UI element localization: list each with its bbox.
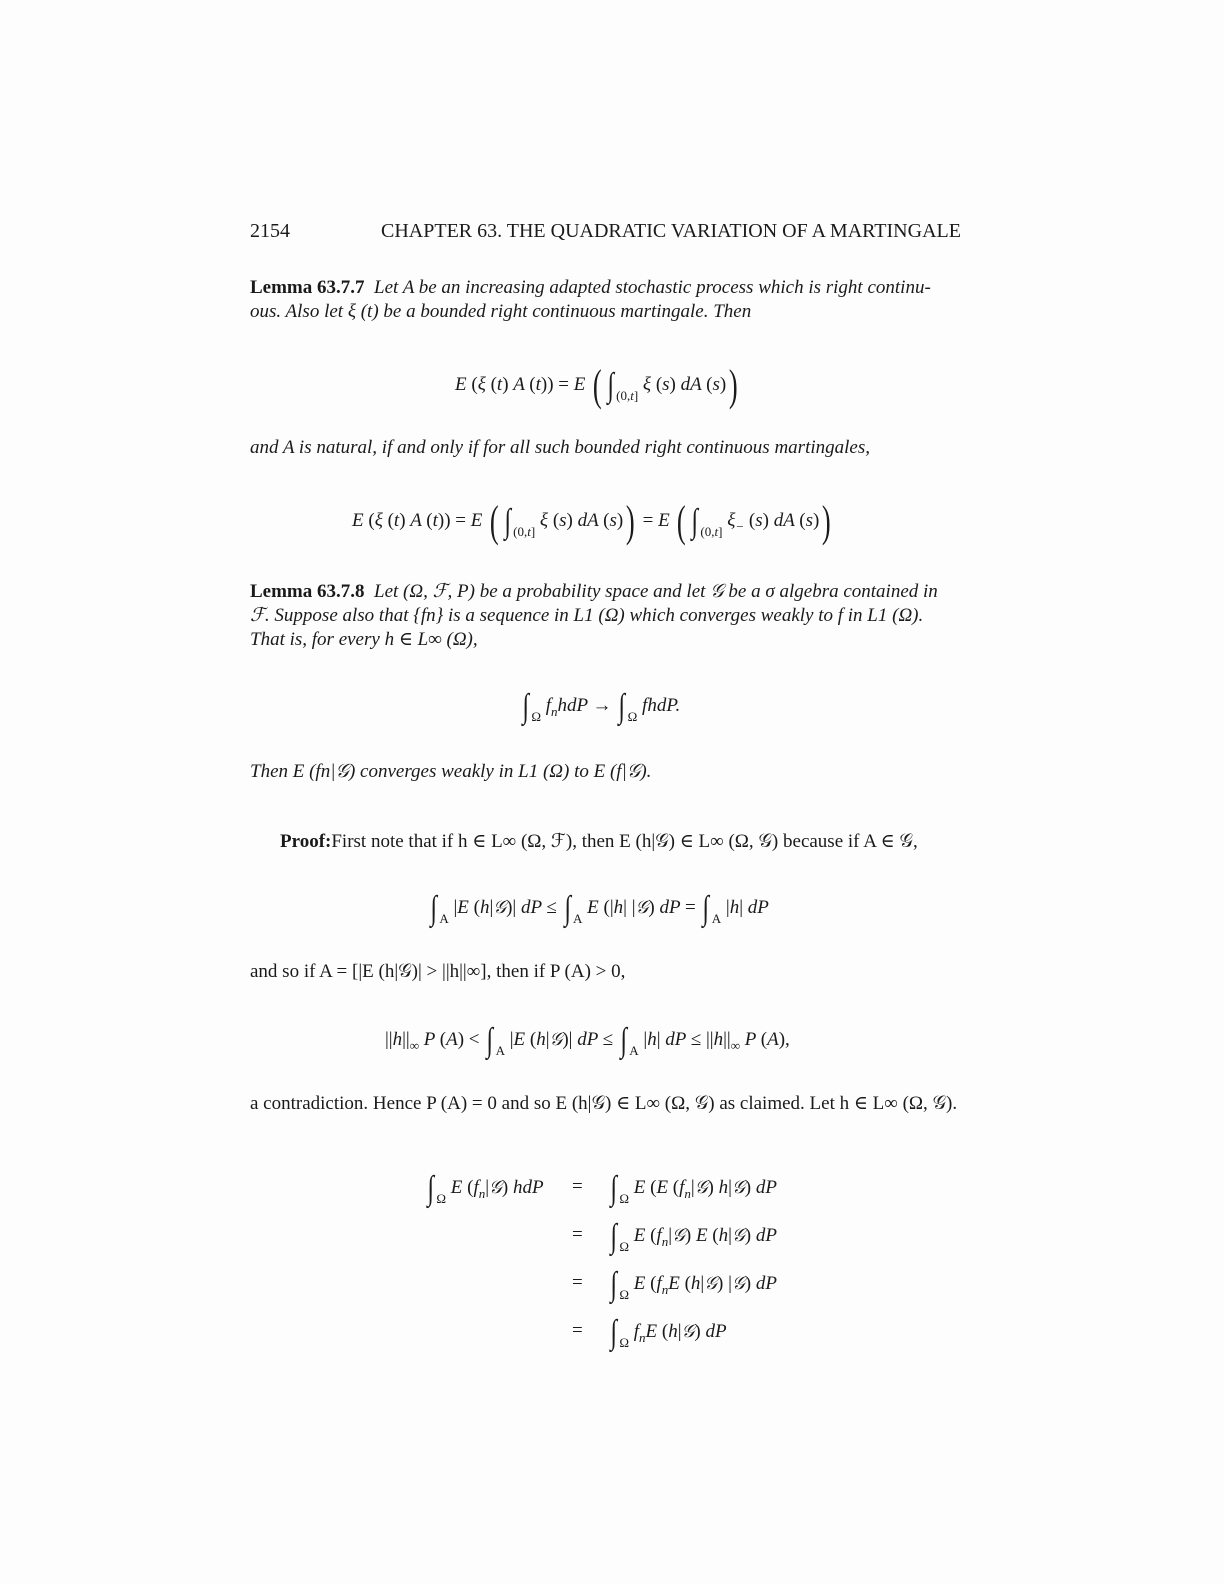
aligned-row-2: ∫ $_\Omega$ E $(f_n|𝒢)$ E (h|𝒢) dP xyxy=(610,1218,777,1255)
running-header: CHAPTER 63. THE QUADRATIC VARIATION OF A MARTINGALE xyxy=(381,220,961,242)
equals-sign: = xyxy=(572,1224,583,1245)
aligned-lhs: ∫ $_\Omega$ E $(f_n|𝒢)$ hdP xyxy=(427,1170,544,1207)
equation-4: ∫ $_A$ |E (h|𝒢)| dP ≤ ∫ $_A$ E (|h| |𝒢) dP = ∫ $_A$ |h| dP xyxy=(430,890,769,927)
proof-label: Proof: xyxy=(280,831,332,852)
proof-text: First note that if h ∈ L∞ (Ω, ℱ), then E (h|𝒢) ∈ L∞ (Ω, 𝒢) because if A ∈ 𝒢, xyxy=(331,831,918,852)
equation-3: ∫ $_\Omega$ $f_nhdP$ → ∫ $_\Omega$ fhdP. xyxy=(522,688,681,725)
equals-sign: = xyxy=(572,1272,583,1293)
proof-line-2: and so if A = [|E (h|𝒢)| > ||h||∞], then if P (A) > 0, xyxy=(250,961,626,982)
equals-sign: = xyxy=(572,1176,583,1197)
lemma-statement-line2a: ous. Also let xyxy=(250,301,348,322)
lemma-63-7-8 xyxy=(250,580,964,652)
lemma-label: Lemma 63.7.7 xyxy=(250,277,365,298)
proof-first-line xyxy=(280,830,970,854)
lemma-statement-line1: Let (Ω, ℱ, P) be a probability space and let 𝒢 be a σ algebra contained in xyxy=(374,581,938,602)
page-number: 2154 xyxy=(250,220,290,242)
natural-condition-text: and A is natural, if and only if for all such bounded right continuous martingales, xyxy=(250,437,870,458)
lemma-label: Lemma 63.7.8 xyxy=(250,581,365,602)
lemma-statement-line2: ℱ. Suppose also that {fn} is a sequence in L1 (Ω) which converges weakly to f in L1 (Ω). xyxy=(250,605,924,626)
equation-1: E (ξ (t) A (t)) = E ( ∫ $_{(0,t]}$ ξ (s) dA (s)) xyxy=(455,361,738,410)
equals-sign: = xyxy=(572,1320,583,1341)
proof-line-3: a contradiction. Hence P (A) = 0 and so E (h|𝒢) ∈ L∞ (Ω, 𝒢) as claimed. Let h ∈ L∞ (Ω, 𝒢). xyxy=(250,1093,958,1114)
lemma-statement-line2b: be a bounded right continuous martingale. Then xyxy=(378,301,752,322)
lemma-statement-line1: Let A be an increasing adapted stochastic process which is right continu- xyxy=(374,277,931,298)
equation-2: E (ξ (t) A (t)) = E ( ∫ $_{(0,t]}$ ξ (s) dA (s)) = E ( ∫ $_{(0,t]}$ $\xi_-$ (s) dA (s)) xyxy=(352,497,832,546)
lemma-63-7-7 xyxy=(250,276,964,324)
equation-5: $||h||_\infty$ P (A) < ∫ $_A$ |E (h|𝒢)| dP ≤ ∫ $_A$ |h| dP ≤ $||h||_\infty$ P (A), xyxy=(385,1022,790,1059)
xi-t: ξ (t) xyxy=(347,301,379,322)
aligned-row-1: ∫ $_\Omega$ E (E $(f_n|𝒢)$ h|𝒢) dP xyxy=(610,1170,777,1207)
lemma-conclusion: Then E (fn|𝒢) converges weakly in L1 (Ω) to E (f|𝒢). xyxy=(250,761,652,782)
aligned-row-4: ∫ $_\Omega$ $f_nE$ (h|𝒢) dP xyxy=(610,1314,727,1351)
aligned-row-3: ∫ $_\Omega$ E ($f_nE$ (h|𝒢) |𝒢) dP xyxy=(610,1266,777,1303)
lemma-statement-line3: That is, for every h ∈ L∞ (Ω), xyxy=(250,629,478,650)
